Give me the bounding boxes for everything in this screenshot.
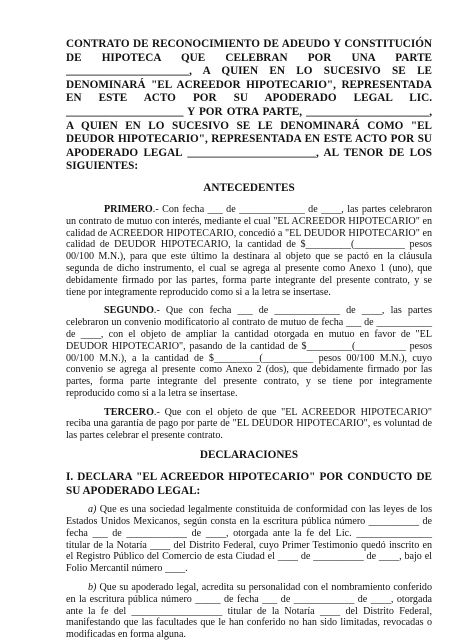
contract-title: CONTRATO DE RECONOCIMIENTO DE ADEUDO Y CONSTITUCIÓN DE HIPOTECA QUE CELEBRAN POR UNA PARTE ______________________, A QUIEN EN LO SUCESIVO SE LE DENOMINARÁ "EL ACREEDOR HIPOTECARIO", REPRESENTADA EN ESTE ACTO POR SU APODERADO LEGAL LIC. _____________________ Y POR OTRA PARTE, ______________________, A QUIEN EN LO SUCESIVO SE LE DENOMINARÁ COMO "EL DEUDOR HIPOTECARIO", REPRESENTADA EN ESTE ACTO POR SU APODERADO LEGAL _______________________, AL TENOR DE LOS SIGUIENTES: [66, 38, 432, 173]
segundo-label: SEGUNDO [104, 305, 154, 317]
primero-text: .- Con fecha ___ de _____________ de ____, las partes celebraron un contrato de mutuo con interés, mediante el cual "EL ACREEDOR HIPOTECARIO" en calidad de ACREEDOR HIPOTECARIO, concedió a "EL DEUDOR HIPOTECARIO" en calidad de DEUDOR HIPOTECARIO, la cantidad de $_________(__________ pesos 00/100 M.N.), para que este último la destinara al objeto que se pactó en la cláusula segunda de dicho instrumento, el cual se agrega al presente como Anexo 1 (uno), que debidamente firmado por las partes, forma parte integrante del presente contrato, y se tiene por integramente reproducido como si a la letra se insertase. [66, 203, 432, 298]
antecedente-tercero [66, 407, 432, 442]
primero-label: PRIMERO [104, 203, 153, 215]
segundo-text: .- Que con fecha ___ de _____________ de ____, las partes celebraron un convenio modificatorio al contrato de mutuo de fecha ___ de ___________ de ____, con el objeto de ampliar la cantidad otorgada en mutuo en favor de "EL DEUDOR HIPOTECARIO", pasando de la cantidad de $_________(__________ pesos 00/100 M.N.), a la cantidad de $_________(__________ pesos 00/100 M.N.), cuyo convenio se agrega al presente como Anexo 2 (dos), que debidamente firmado por las partes, forma parte integrante del presente contrato, y se tiene por integramente reproducido como si a la letra se insertase. [66, 305, 432, 399]
section-i-heading: I. DECLARA "EL ACREEDOR HIPOTECARIO" POR CONDUCTO DE SU APODERADO LEGAL: [66, 471, 432, 497]
antecedentes-heading: ANTECEDENTES [203, 181, 295, 194]
item-a-text: Que es una sociedad legalmente constituida de conformidad con las leyes de los Estados Unidos Mexicanos, según consta en la escritura pública número __________ de fecha ___ de ____________ de ____, otorgada ante la fe del Lic. _______________ titular de la Notaría ____ del Distrito Federal, cuyo Primer Testimonio quedó inscrito en el Registro Público del Comercio de esta Ciudad el ____ de __________ de ____, bajo el Folio Mercantil número ____. [66, 504, 432, 575]
declaracion-a [66, 504, 432, 575]
tercero-text: .- Que con el objeto de que "EL ACREEDOR HIPOTECARIO" reciba una garantía de pago por parte de "EL DEUDOR HIPOTECARIO", es voluntad de las partes celebrar el presente contrato. [66, 406, 432, 442]
antecedente-primero [66, 204, 432, 298]
declaracion-b [66, 582, 432, 641]
item-a-marker: a) [88, 504, 97, 516]
item-b-text: Que su apoderado legal, acredita su personalidad con el nombramiento conferido en la escritura pública número _____ de fecha ___ de ____________ de ____, otorgada ante la fe del __________________ titular de la Notaría ____ del Distrito Federal, manifestando que las facultades que le han conferido no han sido limitadas, revocadas o modificadas en forma alguna. [66, 582, 432, 641]
item-b-marker: b) [88, 582, 97, 594]
antecedente-segundo [66, 305, 432, 399]
declaraciones-heading: DECLARACIONES [199, 449, 299, 462]
tercero-label: TERCERO [104, 406, 154, 418]
